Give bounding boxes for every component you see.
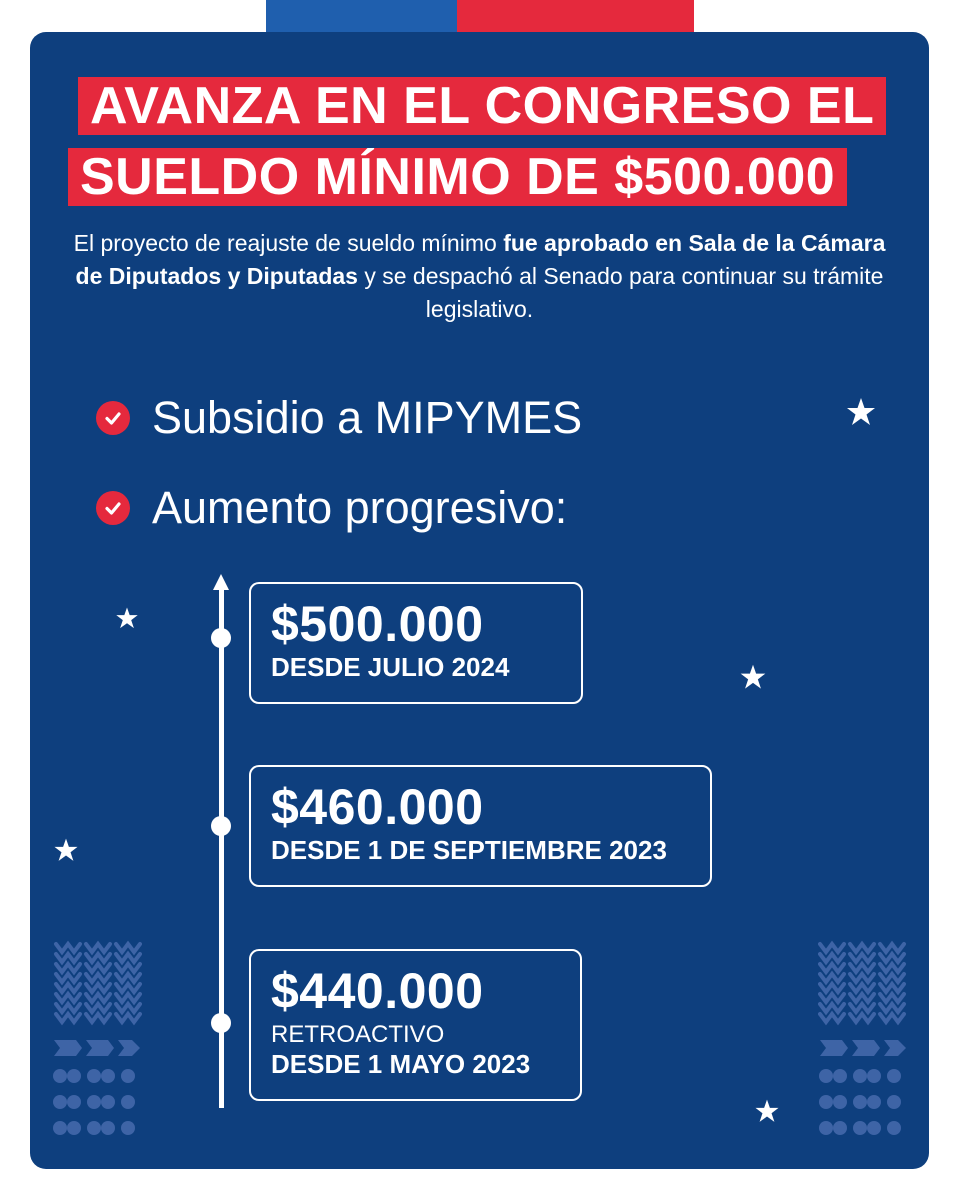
- timeline-box-500000: [249, 582, 583, 704]
- bullet-label-subsidio: Subsidio a MIPYMES: [152, 392, 583, 443]
- star-icon: [738, 663, 768, 693]
- star-icon: [844, 396, 878, 430]
- star-icon: [114, 606, 140, 632]
- timeline-box-440000: [249, 949, 582, 1101]
- timeline-amount: $460.000: [271, 779, 484, 835]
- timeline-since: DESDE 1 DE SEPTIEMBRE 2023: [271, 835, 667, 865]
- intro-text-bold: fue aprobado en Sala de la Cámara de Diputados y Diputadas: [75, 230, 886, 289]
- intro-text-2: y se despachó al Senado para continuar su trámite legislativo.: [357, 263, 884, 322]
- star-icon: [753, 1098, 781, 1126]
- timeline-box-460000: [249, 765, 712, 887]
- info-card: [30, 32, 929, 1169]
- timeline-dot: [211, 816, 231, 836]
- intro-text-1: El proyecto de reajuste de sueldo mínimo: [73, 230, 504, 256]
- timeline-amount: $500.000: [271, 596, 484, 652]
- star-icon: [52, 837, 80, 865]
- title-line-1: AVANZA EN EL CONGRESO EL: [78, 77, 886, 135]
- flag-stripe-blue: [266, 0, 457, 32]
- timeline-amount: $440.000: [271, 963, 484, 1019]
- intro-paragraph: [70, 227, 889, 326]
- timeline-dot: [211, 628, 231, 648]
- bullet-aumento: [96, 482, 567, 534]
- decorative-pattern-right: [818, 940, 908, 1155]
- flag-stripe-red: [457, 0, 694, 32]
- check-icon: [96, 401, 130, 435]
- decorative-pattern-left: [52, 940, 142, 1155]
- bullet-subsidio: [96, 392, 582, 444]
- check-icon: [96, 491, 130, 525]
- timeline-note: RETROACTIVO: [271, 1021, 445, 1048]
- timeline-dot: [211, 1013, 231, 1033]
- bullet-label-aumento: Aumento progresivo:: [152, 482, 568, 533]
- timeline-since: DESDE 1 MAYO 2023: [271, 1049, 531, 1079]
- title-line-2: SUELDO MÍNIMO DE $500.000: [68, 148, 847, 206]
- timeline-since: DESDE JULIO 2024: [271, 652, 510, 682]
